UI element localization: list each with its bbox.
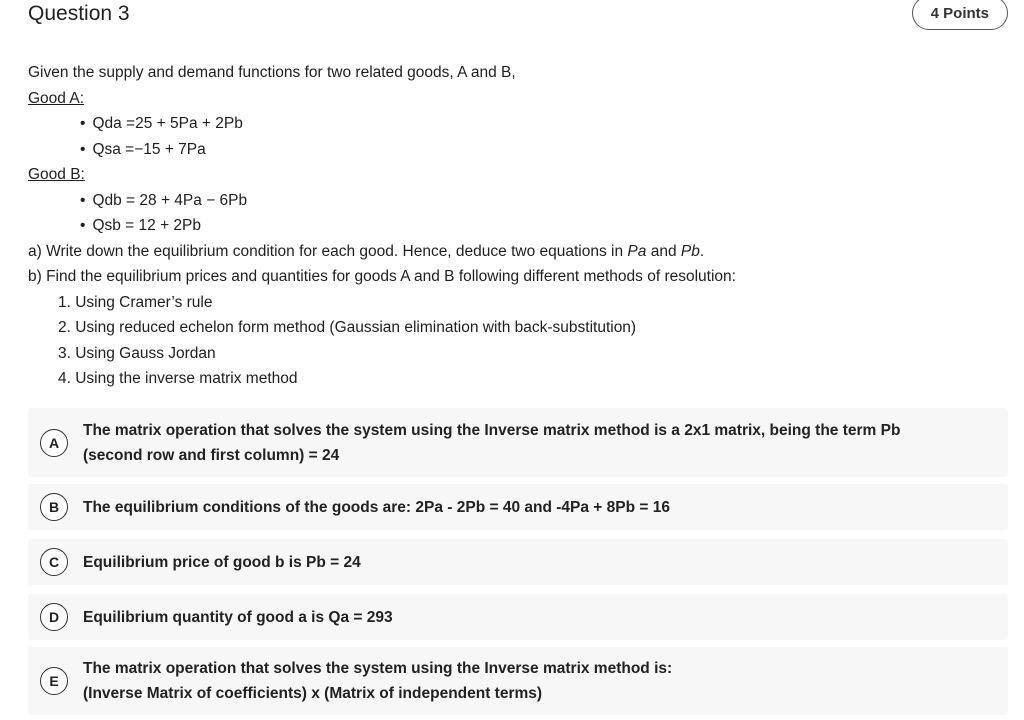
good-b-list [28, 188, 988, 239]
option-letter-badge: C [40, 548, 68, 576]
part-b-text: b) Find the equilibrium prices and quantities for goods A and B following different methods of resolution: [28, 268, 736, 285]
good-b-label: Good B: [28, 166, 85, 183]
option-a[interactable] [28, 408, 1008, 477]
option-text-line: (Inverse Matrix of coefficients) x (Matrix of independent terms) [83, 685, 543, 702]
option-text-line: (second row and first column) = 24 [83, 446, 340, 464]
good-a-supply: • Qsa =−15 + 7Pa [80, 137, 988, 163]
option-text-line: Equilibrium price of good b is Pb = 24 [83, 553, 361, 571]
question-title: Question 3 [28, 2, 130, 25]
option-text [83, 550, 361, 575]
good-b-demand: • Qdb = 28 + 4Pa − 6Pb [80, 188, 988, 214]
part-a-pre: a) Write down the equilibrium condition for each good. Hence, deduce two equations in [28, 242, 628, 260]
method-item: 1. Using Cramer’s rule [58, 293, 213, 311]
option-letter-badge: E [40, 667, 68, 695]
option-c[interactable] [28, 539, 1008, 585]
part-a-text [28, 239, 988, 265]
option-text-line: The equilibrium conditions of the goods are: 2Pa - 2Pb = 40 and -4Pa + 8Pb = 16 [83, 498, 670, 516]
part-a-post: . [699, 242, 705, 260]
option-text [83, 605, 393, 630]
option-letter-badge: B [40, 493, 68, 521]
option-text [83, 495, 670, 520]
option-b[interactable] [28, 484, 1008, 530]
part-a-mid: and [646, 242, 681, 260]
question-body [28, 60, 988, 392]
part-a-var-pb: Pb [680, 242, 700, 260]
option-text-line: The matrix operation that solves the system using the Inverse matrix method is a 2x1 matrix, being the term Pb [83, 421, 901, 439]
option-text-line: The matrix operation that solves the system using the Inverse matrix method is: [83, 660, 673, 677]
option-e[interactable] [28, 647, 1008, 715]
points-badge: 4 Points [912, 0, 1008, 30]
method-item: 2. Using reduced echelon form method (Gaussian elimination with back-substitution) [58, 319, 637, 336]
option-letter-badge: A [40, 429, 68, 457]
option-text [83, 418, 900, 468]
method-item: 3. Using Gauss Jordan [58, 344, 216, 362]
option-text [83, 656, 672, 706]
good-a-demand: • Qda =25 + 5Pa + 2Pb [80, 111, 988, 137]
part-a-var-pa: Pa [627, 242, 647, 260]
intro-text: Given the supply and demand functions for two related goods, A and B, [28, 64, 516, 81]
good-b-supply: • Qsb = 12 + 2Pb [80, 213, 988, 239]
option-letter-badge: D [40, 603, 68, 631]
option-text-line: Equilibrium quantity of good a is Qa = 293 [83, 608, 393, 626]
good-a-label: Good A: [28, 89, 85, 107]
option-d[interactable] [28, 594, 1008, 640]
methods-list [28, 290, 988, 392]
good-a-list [28, 111, 988, 162]
method-item: 4. Using the inverse matrix method [58, 370, 298, 387]
